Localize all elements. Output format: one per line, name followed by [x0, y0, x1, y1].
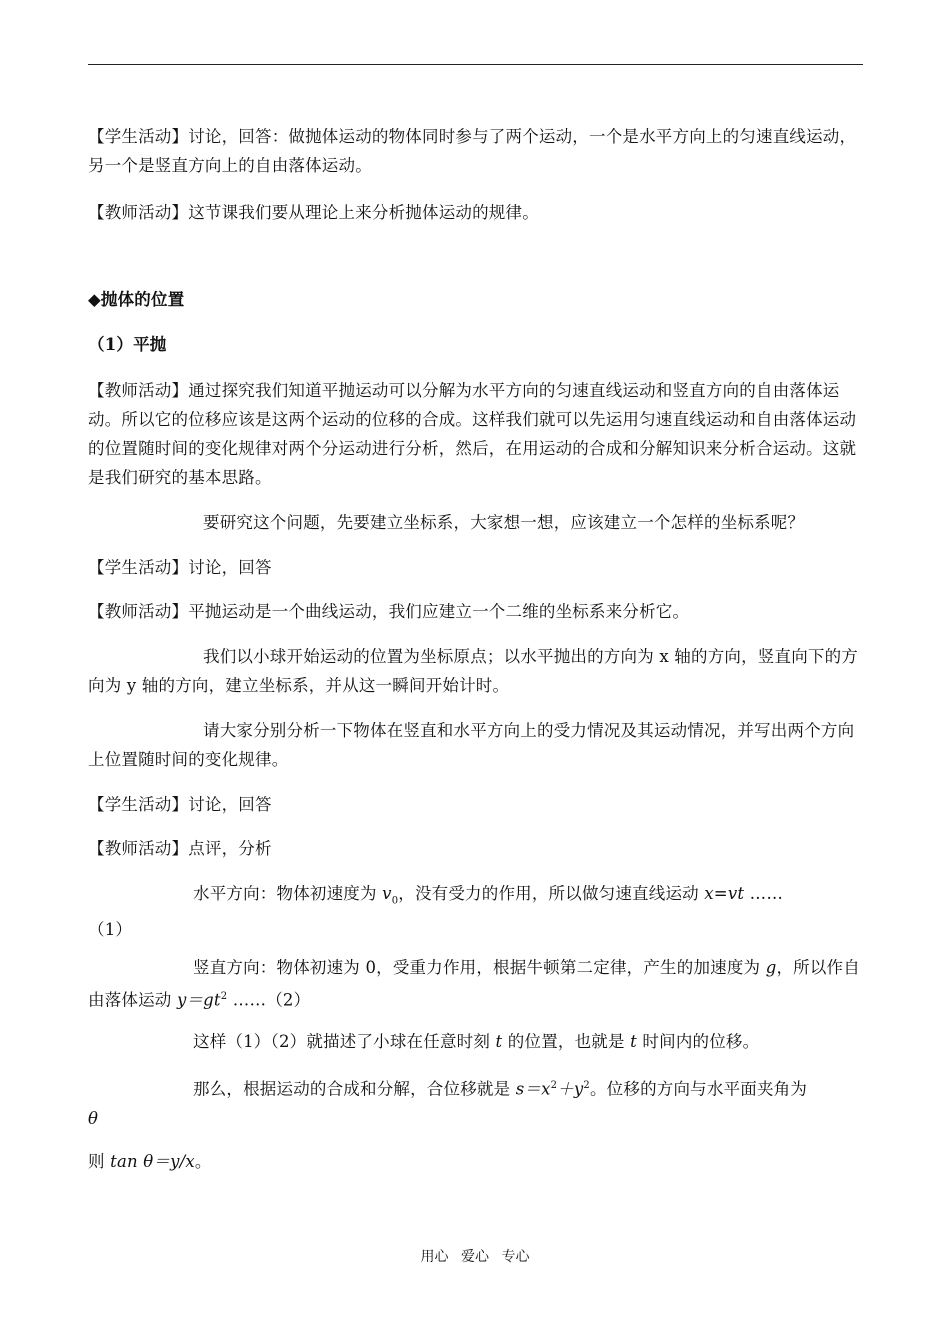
subsection-heading-horizontal-projectile: （1）平抛 [88, 335, 167, 354]
paragraph-coordinate-setup: 我们以小球开始运动的位置为坐标原点；以水平抛出的方向为 x 轴的方向，竖直向下的方向为 y 轴的方向，建立坐标系，并从这一瞬间开始计时。 [88, 647, 858, 695]
footer-text-2: 爱心 [461, 1249, 489, 1265]
paragraph-student-activity-2: 【学生活动】讨论，回答 [88, 558, 272, 577]
paragraph-horizontal-direction: 水平方向：物体初速度为 $v_0$，没有受力的作用，所以做匀速直线运动 x=vt …… （1） [88, 884, 784, 940]
paragraph-teacher-activity-3: 【教师活动】平抛运动是一个曲线运动，我们应建立一个二维的坐标系来分析它。 [88, 602, 690, 621]
paragraph-teacher-activity-2: 【教师活动】通过探究我们知道平抛运动可以分解为水平方向的匀速直线运动和竖直方向的自由落体运动。所以它的位移应该是这两个运动的位移的合成。这样我们就可以先运用匀速直线运动和自由落体运动的位置随时间的变化规律对两个分运动进行分析，然后，在用运动的合成和分解知识来分析合运动。这就是我们研究的基本思路。 [88, 381, 857, 487]
paragraph-analysis-request: 请大家分别分析一下物体在竖直和水平方向上的受力情况及其运动情况，并写出两个方向上位置随时间的变化规律。 [88, 721, 855, 769]
subscript-zero: 0 [391, 895, 399, 907]
paragraph-student-activity-3: 【学生活动】讨论，回答 [88, 795, 272, 814]
paragraph-resultant-displacement: 那么，根据运动的合成和分解，合位移就是 $s=x^2+y^2$。位移的方向与水平面夹角为 θ [88, 1071, 863, 1133]
paragraph-teacher-activity-1: 【教师活动】这节课我们要从理论上来分析抛体运动的规律。 [88, 203, 539, 222]
symbol-g: g [765, 958, 777, 977]
paragraph-coordinate-question: 要研究这个问题，先要建立坐标系，大家想一想，应该建立一个怎样的坐标系呢？ [203, 513, 805, 532]
symbol-theta: θ [88, 1108, 99, 1128]
equation-y-gt2: y＝gt [176, 990, 221, 1010]
header-rule [88, 64, 863, 65]
paragraph-student-activity-1: 【学生活动】讨论，回答：做抛体运动的物体同时参与了两个运动，一个是水平方向上的匀速直线运动，另一个是竖直方向上的自由落体运动。 [88, 127, 857, 175]
equation-x-vt: x=vt [704, 884, 745, 903]
paragraph-position-description: 这样（1）（2）就描述了小球在任意时刻 t 的位置，也就是 t 时间内的位移。 [193, 1032, 760, 1051]
symbol-v: v [382, 884, 392, 903]
page-footer [0, 1246, 950, 1266]
section-heading-projectile-position: ◆抛体的位置 [88, 290, 185, 309]
paragraph-teacher-activity-4: 【教师活动】点评，分析 [88, 839, 272, 858]
footer-text-3: 专心 [501, 1249, 530, 1265]
paragraph-tan-formula: 则 tan θ＝y/x。 [88, 1152, 212, 1171]
equation-tan-theta: tan θ＝y/x [110, 1152, 195, 1171]
footer-text-1: 用心 [420, 1249, 449, 1265]
equation-s: s＝x [515, 1079, 551, 1099]
paragraph-vertical-direction: 竖直方向：物体初速为 0，受重力作用，根据牛顿第二定律，产生的加速度为 g，所以作自由落体运动 $y=gt^2$ ……（2） [88, 958, 860, 1010]
